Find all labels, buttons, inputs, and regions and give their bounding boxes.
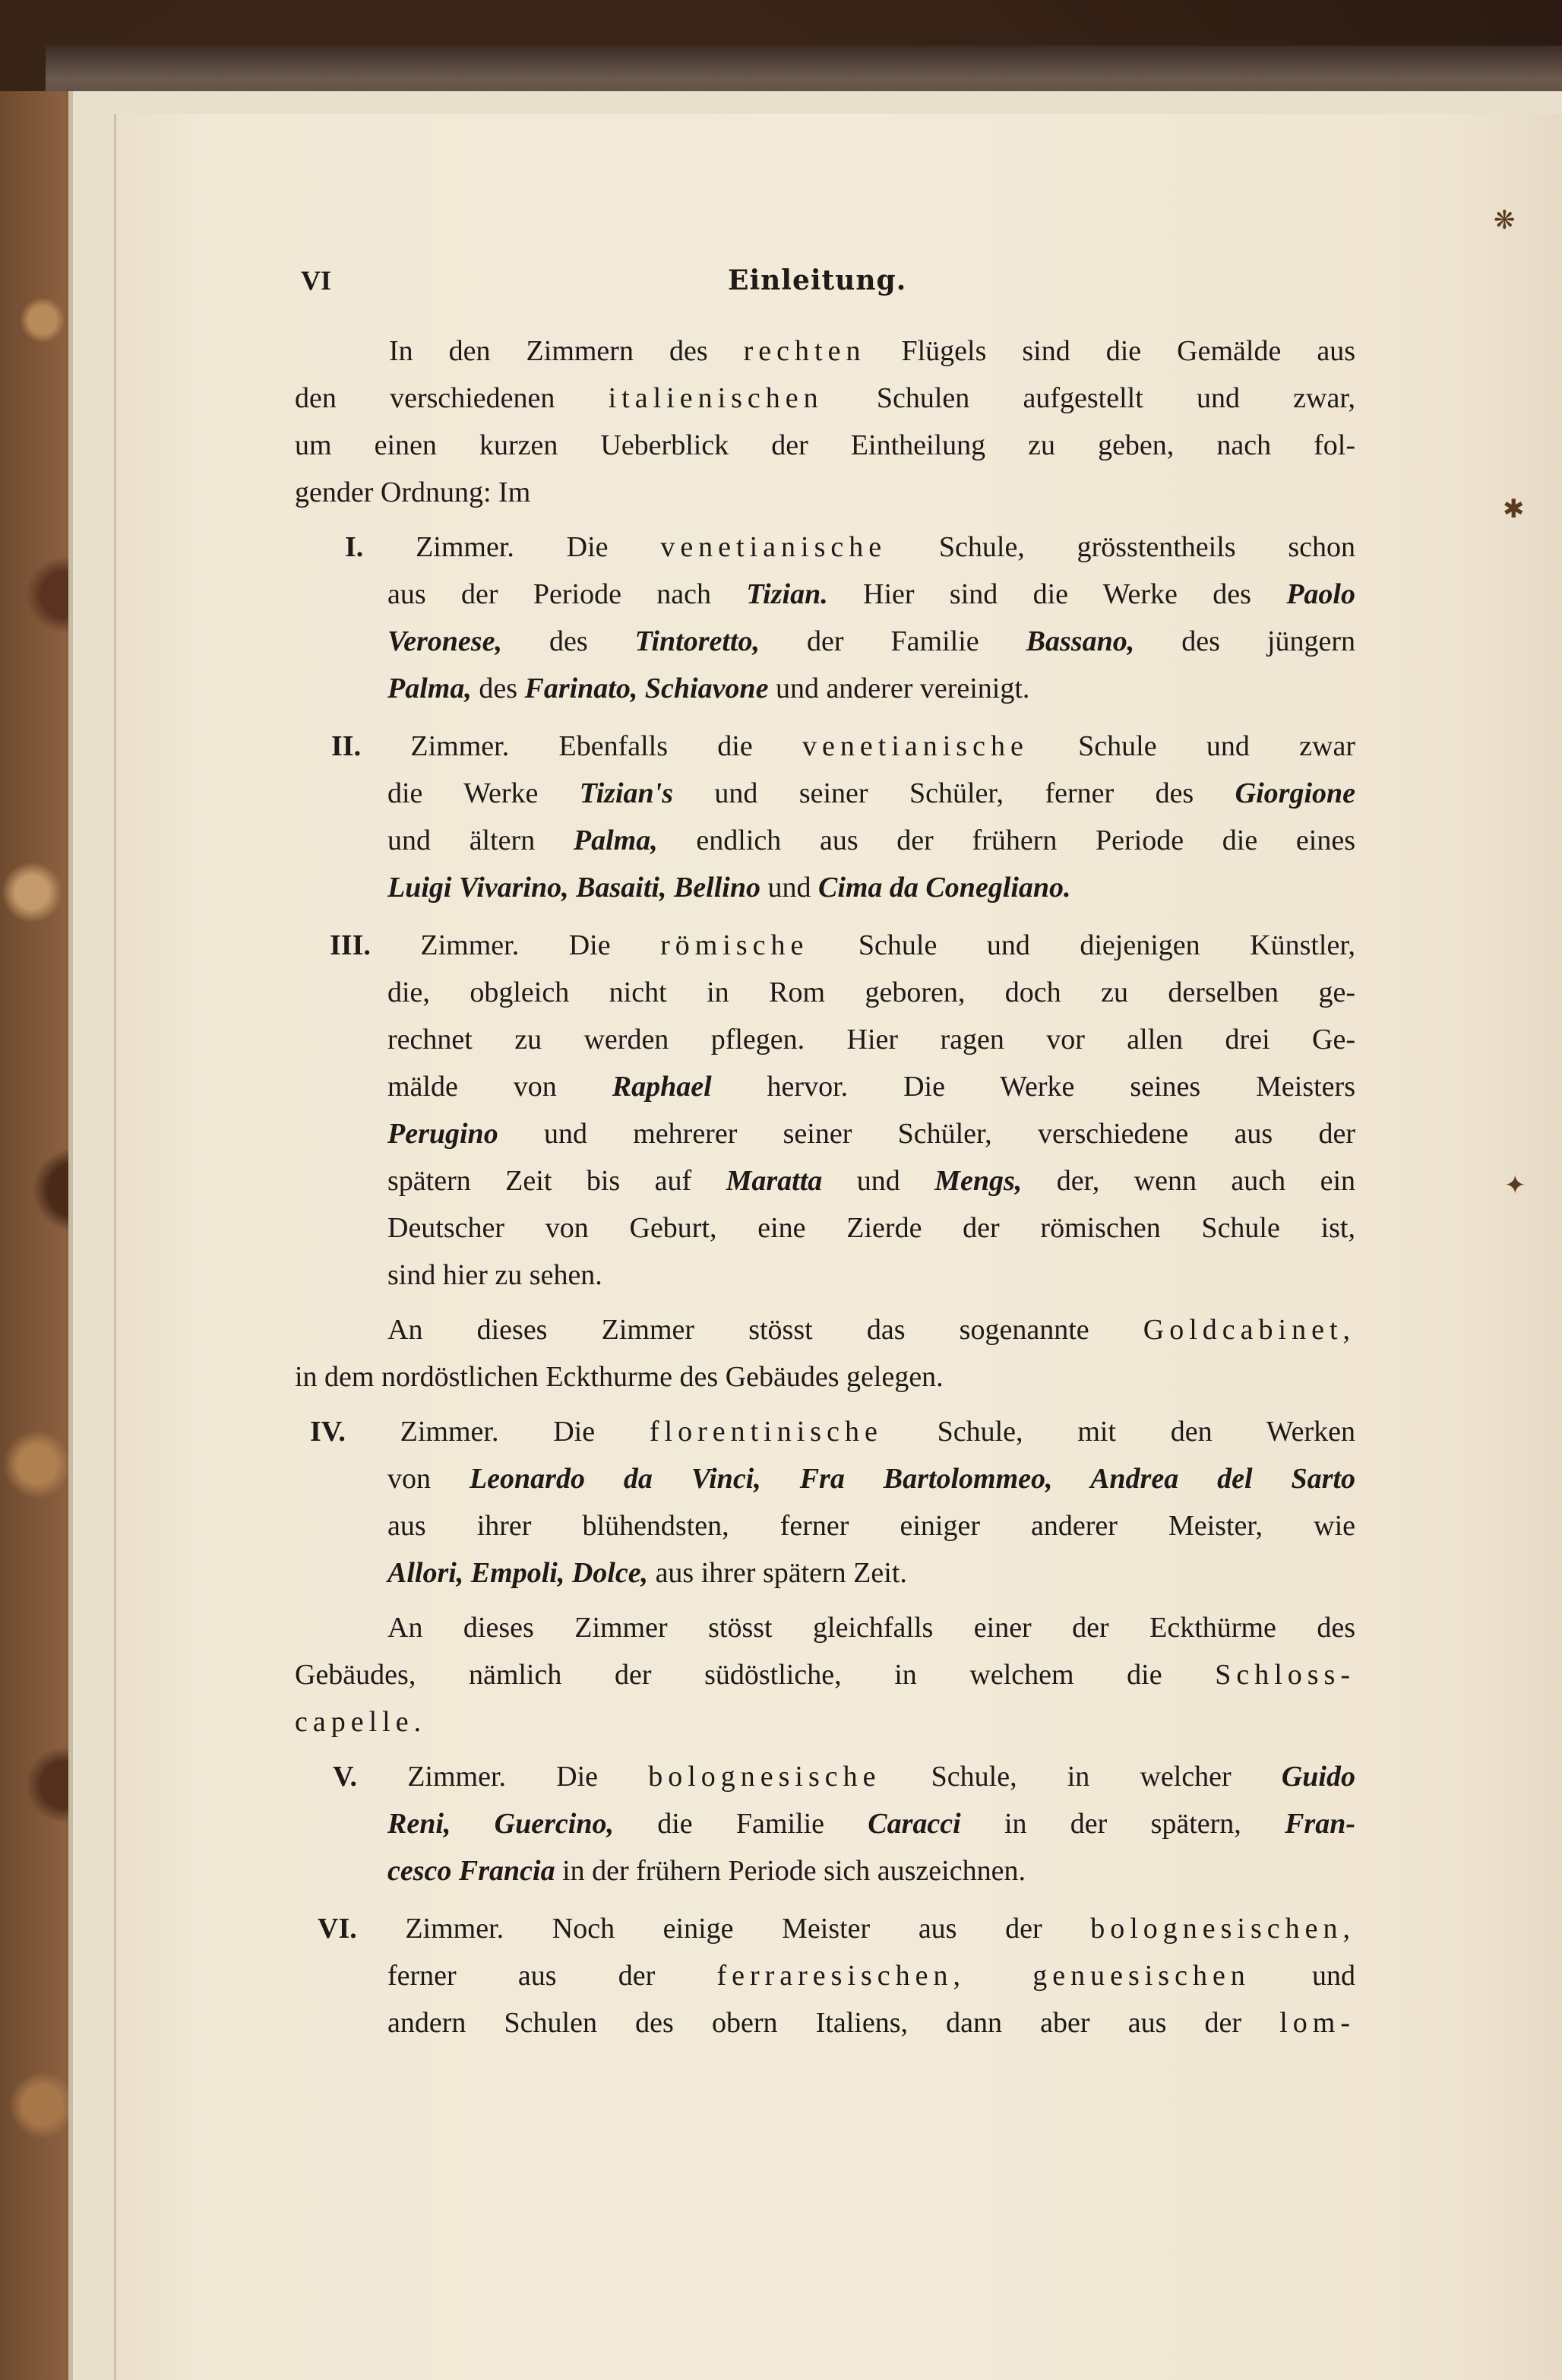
running-title: Einleitung.	[728, 264, 907, 296]
text-line: um einen kurzen Ueberblick der Eintheilung zu geben, nach fol-	[295, 429, 1355, 461]
room-5-line: cesco Francia in der frühern Periode sich auszeichnen.	[387, 1855, 1026, 1887]
room-4-line: von Leonardo da Vinci, Fra Bartolommeo, Andrea del Sarto	[387, 1463, 1356, 1495]
text-line: den verschiedenen italienischen Schulen aufgestellt und zwar,	[295, 382, 1355, 414]
room-4-line: Allori, Empoli, Dolce, aus ihrer spätern Zeit.	[387, 1557, 907, 1589]
capelle-line: capelle.	[295, 1706, 427, 1738]
room-2-line: die Werke Tizian's und seiner Schüler, ferner des Giorgione	[387, 777, 1356, 809]
room-3-line: Perugino und mehrerer seiner Schüler, verschiedene aus der	[387, 1118, 1355, 1150]
room-3-line: rechnet zu werden pflegen. Hier ragen vor allen drei Ge-	[387, 1024, 1355, 1055]
ink-speck-icon: ✦	[1504, 1170, 1526, 1201]
capelle-line: Gebäudes, nämlich der südöstliche, in welchem die Schloss-	[295, 1659, 1355, 1691]
room-3-line: sind hier zu sehen.	[387, 1259, 602, 1291]
room-3-line: spätern Zeit bis auf Maratta und Mengs, der, wenn auch ein	[387, 1165, 1355, 1197]
room-6-line: VI. Zimmer. Noch einige Meister aus der bolognesischen,	[318, 1913, 1355, 1945]
room-3-line: mälde von Raphael hervor. Die Werke seines Meisters	[387, 1071, 1355, 1103]
room-1-line: Veronese, des Tintoretto, der Familie Bassano, des jüngern	[387, 625, 1356, 657]
room-2-line: und ältern Palma, endlich aus der frühern Periode die eines	[387, 824, 1355, 856]
room-6-line: andern Schulen des obern Italiens, dann aber aus der lom-	[387, 2007, 1355, 2039]
ink-speck-icon: ❋	[1494, 205, 1516, 236]
room-5-line: Reni, Guercino, die Familie Caracci in der spätern, Fran-	[387, 1808, 1355, 1840]
text-line: In den Zimmern des rechten Flügels sind die Gemälde aus	[389, 335, 1355, 367]
room-2-line: II. Zimmer. Ebenfalls die venetianische Schule und zwar	[331, 730, 1355, 762]
room-4-line: aus ihrer blühendsten, ferner einiger anderer Meister, wie	[387, 1510, 1355, 1542]
room-3-line: III. Zimmer. Die römische Schule und diejenigen Künstler,	[330, 929, 1355, 961]
room-1-line: I. Zimmer. Die venetianische Schule, grösstentheils schon	[345, 531, 1355, 563]
room-2-line: Luigi Vivarino, Basaiti, Bellino und Cima da Conegliano.	[387, 872, 1071, 904]
room-4-line: IV. Zimmer. Die florentinische Schule, mit den Werken	[310, 1416, 1355, 1448]
capelle-line: An dieses Zimmer stösst gleichfalls einer der Eckthürme des	[387, 1612, 1355, 1644]
room-1-line: Palma, des Farinato, Schiavone und anderer vereinigt.	[387, 673, 1030, 704]
room-1-line: aus der Periode nach Tizian. Hier sind die Werke des Paolo	[387, 578, 1355, 610]
room-3-line: Deutscher von Geburt, eine Zierde der römischen Schule ist,	[387, 1212, 1355, 1244]
text-line: gender Ordnung: Im	[295, 476, 531, 508]
room-3-line: die, obgleich nicht in Rom geboren, doch zu derselben ge-	[387, 976, 1355, 1008]
room-5-line: V. Zimmer. Die bolognesische Schule, in welcher Guido	[333, 1761, 1355, 1793]
goldcabinet-line: in dem nordöstlichen Eckthurme des Gebäudes gelegen.	[295, 1361, 944, 1393]
goldcabinet-line: An dieses Zimmer stösst das sogenannte Goldcabinet,	[387, 1314, 1355, 1346]
page-number: VI	[301, 265, 332, 296]
ink-speck-icon: ✱	[1503, 494, 1525, 524]
room-6-line: ferner aus der ferraresischen, genuesischen und	[387, 1960, 1355, 1992]
